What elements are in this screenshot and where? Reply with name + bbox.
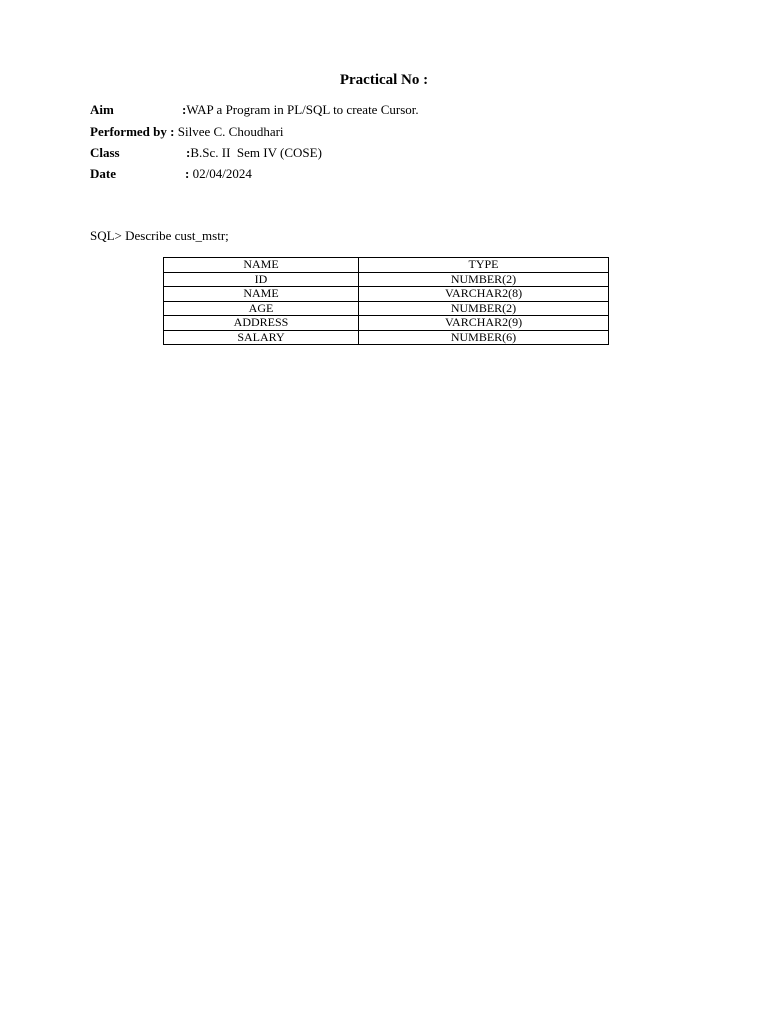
cell-name: AGE (164, 301, 359, 316)
date-separator: : (185, 166, 193, 181)
cell-type: VARCHAR2(8) (359, 287, 609, 302)
class-value: B.Sc. II Sem IV (COSE) (190, 145, 322, 160)
column-header-type: TYPE (359, 258, 609, 273)
cell-name: SALARY (164, 330, 359, 345)
practical-title: Practical No : (339, 72, 429, 88)
aim-value: WAP a Program in PL/SQL to create Cursor. (186, 102, 419, 117)
aim-label: Aim (90, 102, 114, 117)
performed-by-separator: : (166, 124, 178, 139)
column-header-name: NAME (164, 258, 359, 273)
date-value: 02/04/2024 (192, 166, 252, 181)
aim-separator: : (182, 102, 187, 117)
table-header-row (164, 258, 609, 273)
cell-type: VARCHAR2(9) (359, 316, 609, 331)
table-row (164, 301, 609, 316)
date-row (90, 166, 252, 182)
performed-by-label: Performed by (90, 124, 167, 139)
date-label: Date (90, 166, 116, 181)
performed-by-row (90, 124, 284, 140)
sql-command: SQL> Describe cust_mstr; (90, 228, 229, 243)
cell-type: NUMBER(2) (359, 301, 609, 316)
cell-name: NAME (164, 287, 359, 302)
table-row (164, 287, 609, 302)
class-row (90, 145, 322, 161)
table-row (164, 272, 609, 287)
describe-table (163, 257, 609, 345)
aim-row (90, 102, 419, 118)
class-separator: : (186, 145, 191, 160)
cell-name: ADDRESS (164, 316, 359, 331)
table-row (164, 316, 609, 331)
class-label: Class (90, 145, 120, 160)
cell-name: ID (164, 272, 359, 287)
cell-type: NUMBER(2) (359, 272, 609, 287)
cell-type: NUMBER(6) (359, 330, 609, 345)
performed-by-value: Silvee C. Choudhari (177, 124, 284, 139)
table-row (164, 330, 609, 345)
